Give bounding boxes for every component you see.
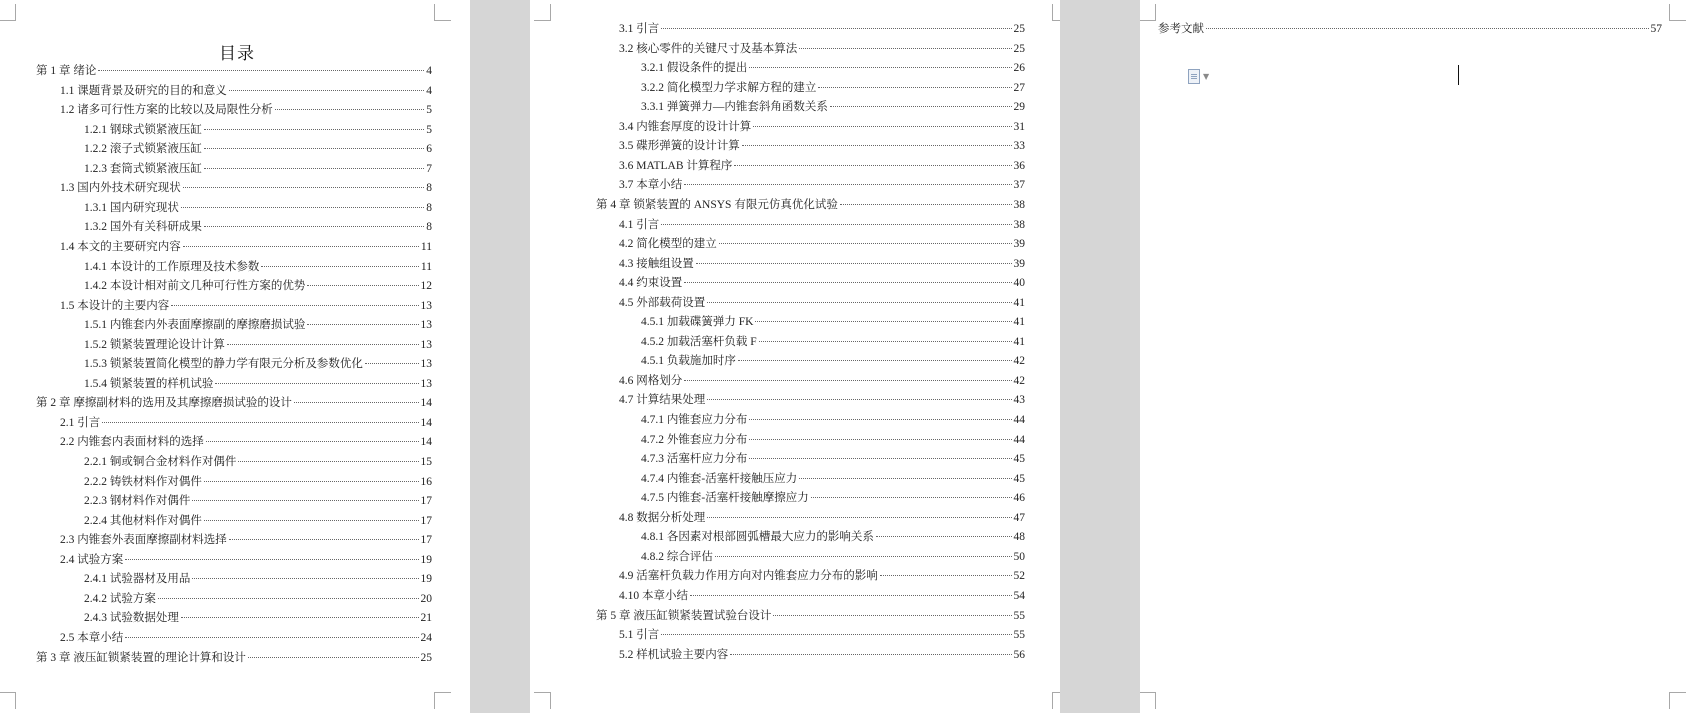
toc-leader-dots: [749, 458, 1011, 459]
toc-leader-dots: [204, 520, 419, 521]
toc-entry[interactable]: [619, 391, 1025, 408]
toc-entry-page-number: 12: [420, 280, 432, 293]
toc-entry[interactable]: [619, 509, 1025, 526]
toc-entry-label: 4.8 数据分析处理: [619, 511, 706, 524]
toc-entry-page-number: 44: [1013, 433, 1025, 446]
toc-leader-dots: [181, 617, 419, 618]
toc-entry-page-number: 44: [1013, 414, 1025, 426]
toc-entry-page-number: 41: [1013, 316, 1025, 329]
toc-entry-label: 4.9 活塞杆负载力作用方向对内锥套应力分布的影响: [619, 570, 878, 583]
toc-entry[interactable]: [641, 548, 1025, 565]
toc-entry[interactable]: [84, 218, 432, 235]
toc-entry[interactable]: [619, 294, 1025, 311]
toc-entry-label: 2.4 试验方案: [60, 553, 124, 566]
toc-leader-dots: [684, 184, 1011, 185]
toc-entry-label: 4.8.1 各因素对根部圆弧槽最大应力的影响关系: [641, 531, 874, 544]
toc-leader-dots: [248, 657, 419, 658]
toc-entry-page-number: 55: [1013, 629, 1025, 642]
toc-entry-label: 3.4 内锥套厚度的设计计算: [619, 120, 752, 133]
toc-entry-label: 2.2.3 钢材料作对偶件: [84, 495, 191, 508]
toc-entry-page-number: 39: [1013, 257, 1025, 270]
toc-leader-dots: [696, 263, 1012, 264]
toc-entry[interactable]: [60, 551, 432, 568]
toc-entry-label: 2.2.4 其他材料作对偶件: [84, 514, 202, 527]
toc-entry[interactable]: [36, 649, 432, 666]
toc-entry-page-number: 13: [420, 338, 432, 351]
toc-entry-page-number: 45: [1013, 472, 1025, 485]
toc-entry-label: 2.2.2 铸铁材料作对偶件: [84, 475, 202, 488]
toc-entry-label: 1.5.4 锁紧装置的样机试验: [84, 377, 214, 390]
margin-corner-top-left: [1140, 4, 1156, 21]
toc-entry[interactable]: [641, 470, 1025, 487]
toc-entry-label: 1.3 国内外技术研究现状: [60, 182, 181, 195]
toc-entry-label: 1.1 课题背景及研究的目的和意义: [60, 84, 227, 97]
margin-corner-top-left: [0, 4, 16, 21]
toc-leader-dots: [707, 399, 1011, 400]
toc-leader-dots: [204, 168, 424, 169]
toc-entry-page-number: 17: [420, 514, 432, 527]
margin-corner-top-left: [534, 4, 551, 21]
toc-leader-dots: [690, 595, 1012, 596]
toc-entry-page-number: 36: [1013, 159, 1025, 172]
toc-leader-dots: [227, 344, 419, 345]
text-cursor: [1458, 65, 1459, 85]
toc-leader-dots: [661, 224, 1011, 225]
toc-entry-page-number: 25: [1013, 42, 1025, 55]
toc-entry[interactable]: [641, 79, 1025, 96]
toc-leader-dots: [753, 126, 1011, 127]
toc-entry[interactable]: [84, 570, 432, 587]
toc-entry-label: 2.1 引言: [60, 416, 101, 429]
toc-entry[interactable]: [619, 567, 1025, 584]
toc-entry-label: 1.5.3 锁紧装置简化模型的静力学有限元分析及参数优化: [84, 358, 363, 371]
toc-entry-label: 3.7 本章小结: [619, 179, 683, 192]
toc-leader-dots: [275, 109, 425, 110]
toc-leader-dots: [684, 282, 1011, 283]
margin-corner-bottom-left: [0, 692, 16, 709]
toc-entry[interactable]: [641, 528, 1025, 545]
toc-entry-page-number: 48: [1013, 531, 1025, 544]
toc-entry[interactable]: [84, 336, 432, 353]
toc-leader-dots: [773, 615, 1011, 616]
toc-entry[interactable]: [84, 453, 432, 470]
toc-entry-label: 参考文献: [1158, 23, 1204, 35]
toc-entry-page-number: 50: [1013, 550, 1025, 563]
toc-leader-dots: [238, 461, 418, 462]
toc-entry-label: 1.3.1 国内研究现状: [84, 201, 179, 214]
toc-entry-label: 1.4 本文的主要研究内容: [60, 240, 181, 253]
toc-entry-page-number: 39: [1013, 238, 1025, 251]
toc-leader-dots: [171, 305, 418, 306]
toc-entry[interactable]: [60, 433, 432, 450]
toc-entry-page-number: 4: [426, 84, 432, 97]
toc-entry-page-number: 38: [1013, 198, 1025, 211]
toc-entry-label: 4.1 引言: [619, 218, 660, 231]
toc-entry[interactable]: [619, 626, 1025, 643]
toc-entry[interactable]: [60, 101, 432, 118]
toc-leader-dots: [102, 422, 418, 423]
toc-entry-label: 3.2 核心零件的关键尺寸及基本算法: [619, 42, 798, 55]
toc-entry[interactable]: [641, 333, 1025, 350]
toc-entry-label: 4.7 计算结果处理: [619, 394, 706, 407]
toc-entry-page-number: 41: [1013, 335, 1025, 348]
toc-entry[interactable]: [619, 118, 1025, 135]
toc-leader-dots: [818, 87, 1011, 88]
toc-entry-label: 1.2.3 套筒式锁紧液压缸: [84, 162, 202, 175]
toc-entry[interactable]: [84, 316, 432, 333]
toc-entry-page-number: 31: [1013, 120, 1025, 133]
toc-entry-page-number: 5: [426, 104, 432, 117]
chevron-down-icon: ▼: [1203, 71, 1210, 81]
toc-entry[interactable]: [619, 157, 1025, 174]
toc-leader-dots: [229, 90, 425, 91]
toc-entry[interactable]: [1158, 20, 1662, 37]
toc-leader-dots: [307, 324, 418, 325]
toc-entry-page-number: 13: [420, 319, 432, 332]
toc-leader-dots: [192, 500, 418, 501]
toc-entry-label: 4.5 外部载荷设置: [619, 296, 706, 309]
toc-entry-label: 4.5.2 加载活塞杆负载 F: [641, 335, 757, 348]
toc-entry[interactable]: [84, 258, 432, 275]
toc-entry-label: 4.7.2 外锥套应力分布: [641, 433, 748, 446]
toc-entry-label: 1.5.1 内锥套内外表面摩擦副的摩擦磨损试验: [84, 319, 306, 332]
toc-leader-dots: [215, 383, 418, 384]
toc-leader-dots: [799, 478, 1011, 479]
page-3: [1140, 0, 1700, 713]
toc-leader-dots: [759, 341, 1012, 342]
toc-leader-dots: [876, 536, 1012, 537]
toc-entry-label: 1.4.1 本设计的工作原理及技术参数: [84, 260, 260, 273]
toc-leader-dots: [229, 539, 419, 540]
toc-entry[interactable]: [619, 646, 1025, 663]
toc-leader-dots: [749, 419, 1011, 420]
toc-entry-page-number: 8: [426, 201, 432, 214]
toc-entry[interactable]: [36, 62, 432, 79]
toc-entry[interactable]: [84, 140, 432, 157]
toc-entry-label: 4.2 简化模型的建立: [619, 238, 717, 251]
toc-entry-page-number: 14: [420, 436, 432, 449]
toc-entry-label: 4.8.2 综合评估: [641, 550, 713, 563]
margin-corner-top-right: [434, 4, 451, 21]
toc-leader-dots: [1206, 28, 1649, 29]
toc-entry[interactable]: [619, 255, 1025, 272]
toc-entry-page-number: 45: [1013, 453, 1025, 466]
toc-leader-dots: [742, 145, 1012, 146]
toc-entry[interactable]: [619, 137, 1025, 154]
toc-entry[interactable]: [619, 274, 1025, 291]
toc-entry-page-number: 55: [1013, 609, 1025, 622]
toc-entry[interactable]: [84, 121, 432, 138]
toc-entry-page-number: 41: [1013, 296, 1025, 309]
toc-entry-page-number: 20: [420, 592, 432, 605]
toc-entry-page-number: 8: [426, 182, 432, 195]
toc-entry[interactable]: [84, 355, 432, 372]
toc-entry[interactable]: [619, 40, 1025, 57]
toc-entry-label: 1.5.2 锁紧装置理论设计计算: [84, 338, 225, 351]
toc-leader-dots: [811, 497, 1012, 498]
toc-entry[interactable]: [619, 587, 1025, 604]
toc-entry-label: 1.2.1 钢球式锁紧液压缸: [84, 123, 202, 136]
toc-entry-page-number: 15: [420, 456, 432, 468]
page-2: [530, 0, 1060, 713]
toc-entry-label: 3.2.1 假设条件的提出: [641, 62, 748, 75]
toc-entry[interactable]: [641, 313, 1025, 330]
toc-entry-page-number: 17: [420, 534, 432, 547]
toc-entry-page-number: 13: [420, 377, 432, 390]
toc-leader-dots: [125, 637, 418, 638]
toc-entry[interactable]: [60, 82, 432, 99]
toc-entry[interactable]: [60, 238, 432, 255]
toc-entry-page-number: 4: [426, 65, 432, 77]
toc-entry[interactable]: [60, 629, 432, 646]
toc-entry-label: 5.1 引言: [619, 629, 660, 642]
toc-leader-dots: [661, 28, 1011, 29]
toc-entry-page-number: 27: [1013, 81, 1025, 94]
toc-leader-dots: [183, 187, 425, 188]
toc-entry-label: 第 5 章 液压缸锁紧装置试验台设计: [596, 609, 772, 622]
toc-leader-dots: [749, 439, 1011, 440]
toc-entry-label: 4.5.1 负载施加时序: [641, 355, 736, 368]
toc-entry[interactable]: [84, 609, 432, 626]
toc-entry[interactable]: [596, 196, 1025, 213]
toc-leader-dots: [206, 441, 419, 442]
toc-entry-label: 第 3 章 液压缸锁紧装置的理论计算和设计: [36, 651, 246, 664]
margin-corner-bottom-right: [434, 692, 451, 709]
toc-leader-dots: [730, 654, 1011, 655]
toc-entry[interactable]: [84, 277, 432, 294]
toc-entry-label: 4.7.5 内锥套-活塞杆接触摩擦应力: [641, 492, 809, 505]
toc-leader-dots: [661, 634, 1011, 635]
page-1: [0, 0, 470, 713]
toc-entry-page-number: 14: [420, 397, 432, 410]
toc-entry-page-number: 54: [1013, 589, 1025, 602]
toc-leader-dots: [204, 226, 424, 227]
toc-leader-dots: [707, 302, 1011, 303]
toc-entry[interactable]: [641, 352, 1025, 369]
toc-leader-dots: [738, 360, 1012, 361]
toc-entry[interactable]: [84, 473, 432, 490]
toc-entry-label: 4.7.4 内锥套-活塞杆接触压应力: [641, 472, 798, 485]
toc-entry-page-number: 11: [420, 240, 432, 253]
toc-entry-page-number: 5: [426, 123, 432, 136]
toc-entry-page-number: 17: [420, 495, 432, 508]
margin-corner-bottom-left: [534, 692, 551, 709]
toc-entry[interactable]: [84, 492, 432, 509]
toc-entry-label: 1.3.2 国外有关科研成果: [84, 221, 202, 234]
toc-entry-label: 2.2 内锥套内表面材料的选择: [60, 436, 204, 449]
toc-leader-dots: [719, 243, 1012, 244]
toc-leader-dots: [707, 517, 1011, 518]
toc-entry-page-number: 24: [420, 631, 432, 644]
toc-entry-label: 3.6 MATLAB 计算程序: [619, 159, 733, 172]
toc-entry[interactable]: [60, 531, 432, 548]
toc-leader-dots: [204, 148, 424, 149]
toc-entry-label: 4.10 本章小结: [619, 589, 688, 602]
toc-entry[interactable]: [619, 235, 1025, 252]
margin-corner-bottom-left: [1140, 692, 1156, 709]
toc-leader-dots: [125, 559, 418, 560]
toc-leader-dots: [830, 106, 1012, 107]
toc-leader-dots: [755, 321, 1011, 322]
toc-entry-page-number: 13: [420, 299, 432, 312]
toc-entry-label: 4.4 约束设置: [619, 277, 683, 290]
toc-entry[interactable]: [641, 450, 1025, 467]
toc-entry-label: 第 2 章 摩擦副材料的选用及其摩擦磨损试验的设计: [36, 397, 292, 410]
toc-entry-page-number: 57: [1650, 23, 1662, 35]
toc-leader-dots: [365, 363, 419, 364]
toc-entry-label: 4.5.1 加载碟簧弹力 FK: [641, 316, 754, 329]
toc-entry-label: 3.2.2 简化模型力学求解方程的建立: [641, 81, 817, 94]
margin-corner-top-right: [1669, 4, 1686, 21]
toc-entry-page-number: 25: [420, 651, 432, 664]
toc-entry-label: 2.2.1 铜或铜合金材料作对偶件: [84, 456, 237, 468]
toc-leader-dots: [98, 70, 424, 71]
toc-entry-label: 3.5 碟形弹簧的设计计算: [619, 140, 740, 153]
toc-entry-label: 1.4.2 本设计相对前文几种可行性方案的优势: [84, 280, 306, 293]
toc-entry-label: 2.5 本章小结: [60, 631, 124, 644]
toc-entry-label: 4.7.3 活塞杆应力分布: [641, 453, 748, 466]
toc-entry-page-number: 47: [1013, 511, 1025, 524]
toc-leader-dots: [799, 48, 1011, 49]
toc-entry[interactable]: [641, 59, 1025, 76]
toc-entry-page-number: 52: [1013, 570, 1025, 583]
toc-leader-dots: [307, 285, 418, 286]
toc-entry-label: 4.3 接触组设置: [619, 257, 694, 270]
toc-entry[interactable]: [619, 372, 1025, 389]
toc-entry[interactable]: [84, 590, 432, 607]
toc-entry-page-number: 33: [1013, 140, 1025, 153]
toc-leader-dots: [204, 129, 424, 130]
toc-entry-page-number: 38: [1013, 218, 1025, 231]
toc-entry-page-number: 46: [1013, 492, 1025, 505]
margin-corner-bottom-right: [1669, 692, 1686, 709]
toc-entry[interactable]: [84, 375, 432, 392]
toc-entry-page-number: 40: [1013, 277, 1025, 290]
toc-entry-page-number: 56: [1013, 648, 1025, 661]
toc-entry-page-number: 8: [426, 221, 432, 234]
toc-entry[interactable]: [36, 394, 432, 411]
toc-leader-dots: [261, 266, 419, 267]
toc-entry[interactable]: [619, 20, 1025, 37]
toc-entry-page-number: 25: [1013, 23, 1025, 35]
toc-entry-label: 1.2 诸多可行性方案的比较以及局限性分析: [60, 104, 273, 117]
toc-leader-dots: [715, 556, 1012, 557]
toc-leader-dots: [181, 207, 424, 208]
toc-entry-label: 3.1 引言: [619, 23, 660, 35]
toc-entry-page-number: 14: [420, 416, 432, 429]
toc-entry-page-number: 11: [420, 260, 432, 273]
toc-entry[interactable]: [619, 176, 1025, 193]
toc-entry-page-number: 19: [420, 553, 432, 566]
margin-corner-bottom-right: [1052, 692, 1060, 709]
toc-entry-page-number: 37: [1013, 179, 1025, 192]
toc-entry-page-number: 26: [1013, 62, 1025, 75]
toc-entry-page-number: 6: [426, 143, 432, 156]
toc-entry[interactable]: [60, 414, 432, 431]
toc-entry-page-number: 13: [420, 358, 432, 371]
toc-entry-label: 2.3 内锥套外表面摩擦副材料选择: [60, 534, 227, 547]
toc-entry-label: 1.2.2 滚子式锁紧液压缸: [84, 143, 202, 156]
toc-entry-label: 第 1 章 绪论: [36, 65, 97, 77]
toc-entry-label: 4.7.1 内锥套应力分布: [641, 414, 748, 426]
toc-entry-page-number: 16: [420, 475, 432, 488]
toc-entry[interactable]: [596, 607, 1025, 624]
toc-leader-dots: [734, 165, 1011, 166]
toc-leader-dots: [684, 380, 1011, 381]
toc-entry-page-number: 43: [1013, 394, 1025, 407]
toc-entry[interactable]: [84, 199, 432, 216]
toc-leader-dots: [183, 246, 419, 247]
toc-entry-label: 2.4.2 试验方案: [84, 592, 156, 605]
toc-entry-page-number: 7: [426, 162, 432, 175]
toc-entry[interactable]: [641, 411, 1025, 428]
toc-leader-dots: [158, 598, 419, 599]
toc-entry-label: 第 4 章 锁紧装置的 ANSYS 有限元仿真优化试验: [596, 198, 838, 211]
toc-leader-dots: [294, 402, 419, 403]
toc-entry[interactable]: [60, 297, 432, 314]
toc-entry-label: 3.3.1 弹簧弹力—内锥套斜角函数关系: [641, 101, 828, 114]
toc-entry[interactable]: [641, 489, 1025, 506]
margin-corner-top-right: [1052, 4, 1060, 21]
toc-entry-label: 5.2 样机试验主要内容: [619, 648, 729, 661]
toc-entry[interactable]: [60, 179, 432, 196]
toc-entry-page-number: 21: [420, 612, 432, 625]
toc-leader-dots: [749, 67, 1011, 68]
toc-entry-label: 2.4.1 试验器材及用品: [84, 573, 191, 586]
toc-entry[interactable]: [641, 431, 1025, 448]
toc-entry[interactable]: [84, 160, 432, 177]
paste-options-icon[interactable]: [1188, 68, 1218, 84]
toc-leader-dots: [880, 575, 1012, 576]
toc-leader-dots: [192, 578, 418, 579]
toc-entry-page-number: 19: [420, 573, 432, 586]
toc-entry-label: 4.6 网格划分: [619, 374, 683, 387]
toc-entry-page-number: 42: [1013, 355, 1025, 368]
toc-entry-page-number: 29: [1013, 101, 1025, 114]
toc-leader-dots: [204, 481, 419, 482]
toc-entry-label: 2.4.3 试验数据处理: [84, 612, 179, 625]
document-icon: [1188, 69, 1200, 84]
toc-entry[interactable]: [619, 216, 1025, 233]
toc-entry[interactable]: [641, 98, 1025, 115]
toc-entry-label: 1.5 本设计的主要内容: [60, 299, 170, 312]
toc-entry-page-number: 42: [1013, 374, 1025, 387]
toc-title: 目录: [219, 44, 255, 63]
toc-entry[interactable]: [84, 512, 432, 529]
toc-leader-dots: [840, 204, 1012, 205]
